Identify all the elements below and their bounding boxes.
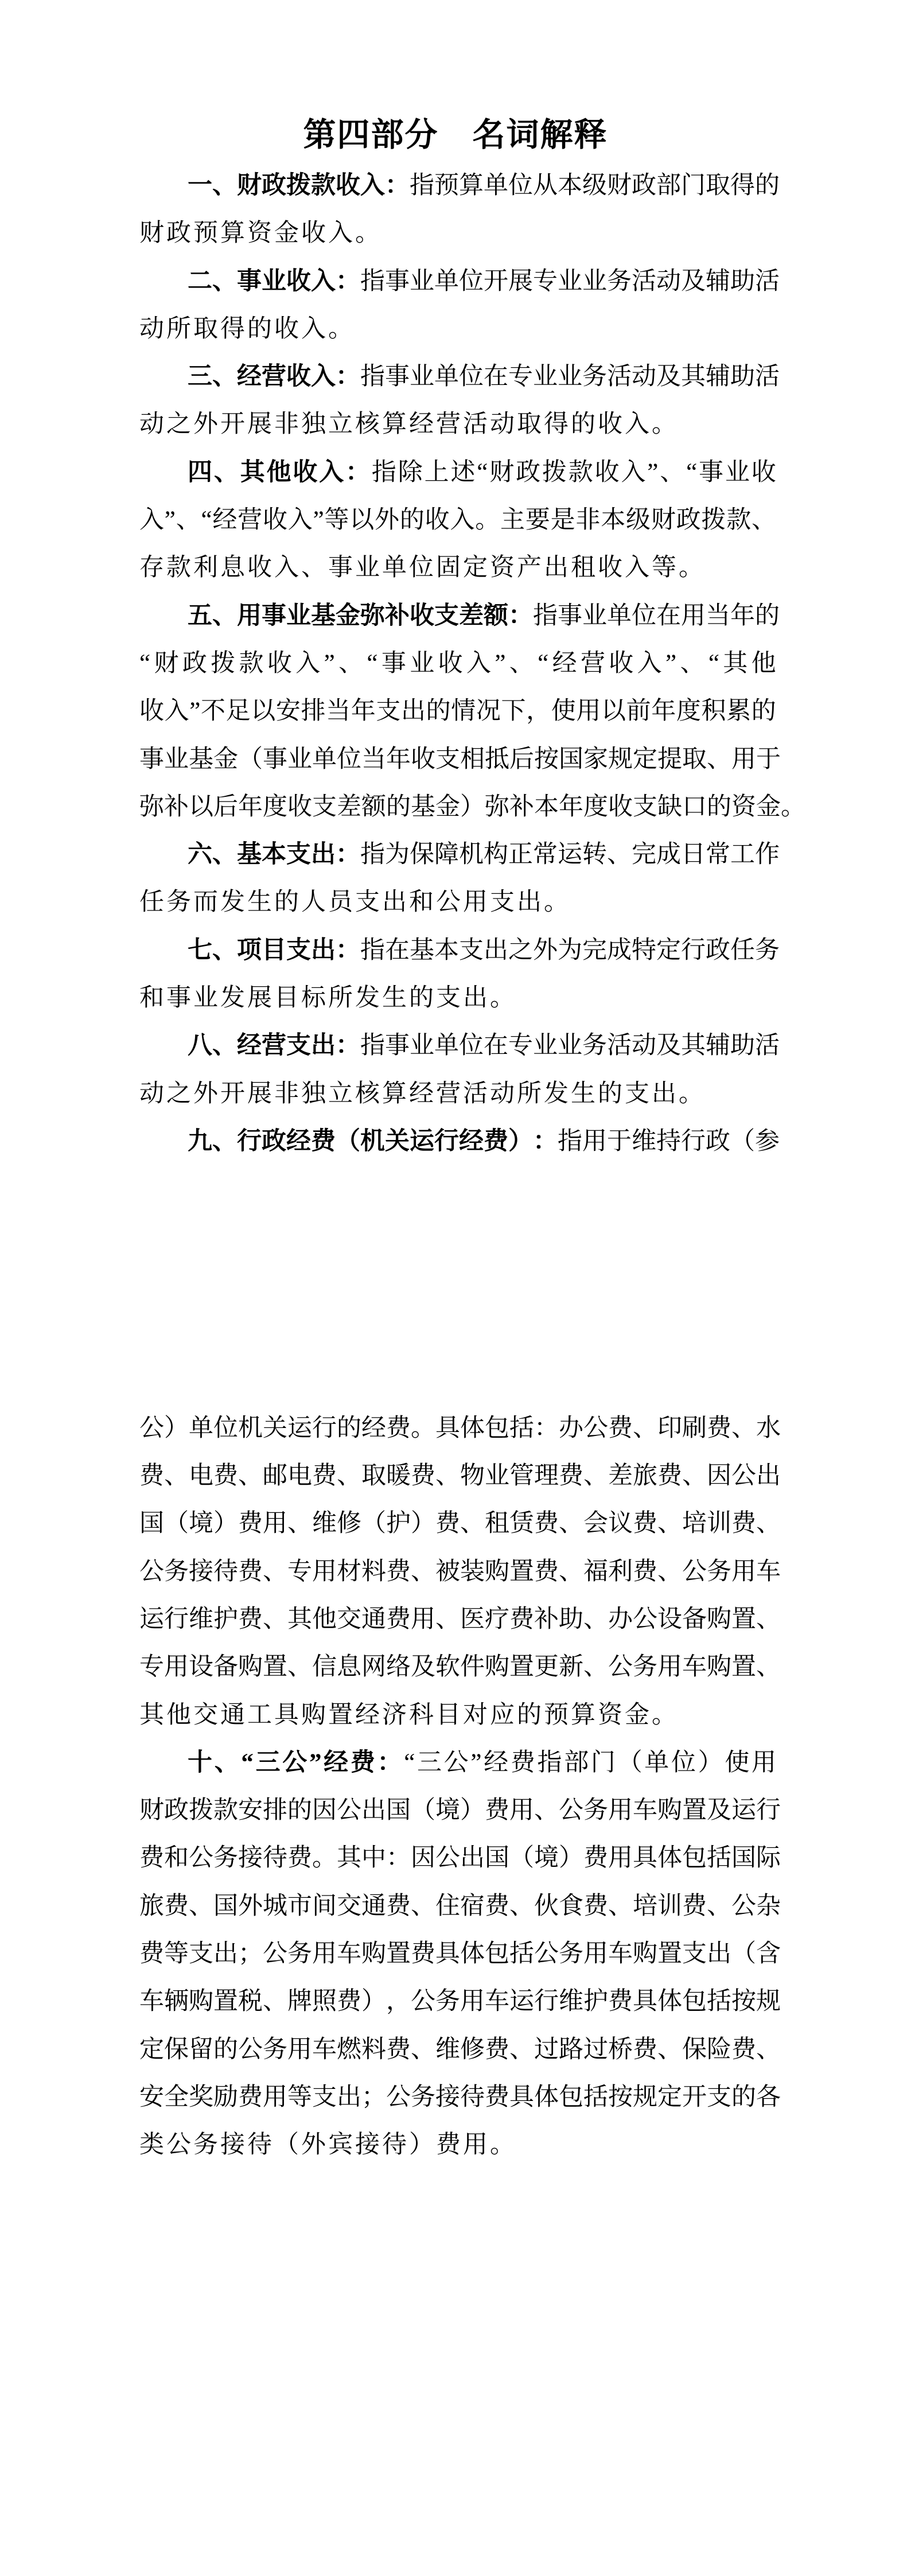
page-title: 第四部分 名词解释 bbox=[303, 116, 608, 153]
text-line: 专 用 设 备 购 置 、 信 息 网 络 及 软 件 购 置 更 新 、 公 务 用 车 购 置 、 bbox=[139, 1653, 781, 1681]
text-line: 国 （ 境 ） 费 用 、 维 修 （ 护 ） 费 、 租 赁 费 、 会 议 费 、 培 训 费 、 bbox=[139, 1510, 781, 1538]
text-line: 旅 费 、 国 外 城 市 间 交 通 费 、 住 宿 费 、 伙 食 费 、 培 训 费 、 公 杂 bbox=[139, 1892, 781, 1920]
text-line: 动之外开展非独立核算经营活动所发生的支出。 bbox=[139, 1080, 706, 1107]
text-line: 二 、 事 业 收 入 ： 指 事 业 单 位 开 展 专 业 业 务 活 动 及 辅 助 活 bbox=[188, 267, 780, 295]
text-line: “ 财 政 拨 款 收 入 ” 、 “ 事 业 收 入 ” 、 “ 经 营 收 入 ” 、 “ 其 他 bbox=[139, 649, 776, 677]
text-line: 类公务接待（外宾接待）费用。 bbox=[139, 2131, 517, 2159]
text-line: 三 、 经 营 收 入 ： 指 事 业 单 位 在 专 业 业 务 活 动 及 其 辅 助 活 bbox=[188, 363, 780, 391]
text-line: 运 行 维 护 费 、 其 他 交 通 费 用 、 医 疗 费 补 助 、 办 公 设 备 购 置 、 bbox=[139, 1605, 781, 1633]
text-line: 五 、 用 事 业 基 金 弥 补 收 支 差 额 ： 指 事 业 单 位 在 用 当 年 的 bbox=[188, 602, 780, 629]
text-line: 八 、 经 营 支 出 ： 指 事 业 单 位 在 专 业 业 务 活 动 及 其 辅 助 活 bbox=[188, 1032, 780, 1060]
text-line: 财 政 拨 款 安 排 的 因 公 出 国 （ 境 ） 费 用 、 公 务 用 车 购 置 及 运 行 bbox=[139, 1797, 781, 1824]
text-line: 车 辆 购 置 税 、 牌 照 费 ） ， 公 务 用 车 运 行 维 护 费 具 体 包 括 按 规 bbox=[139, 1988, 781, 2015]
text-line: 事 业 基 金 （ 事 业 单 位 当 年 收 支 相 抵 后 按 国 家 规 定 提 取 、 用 于 bbox=[139, 745, 781, 773]
page-break-gap bbox=[139, 1165, 776, 1404]
text-line: 入 ” 、 “ 经 营 收 入 ” 等 以 外 的 收 入 。 主 要 是 非 本 级 财 政 拨 款 、 bbox=[139, 507, 776, 534]
text-line: 一 、 财 政 拨 款 收 入 ： 指 预 算 单 位 从 本 级 财 政 部 门 取 得 的 bbox=[188, 172, 780, 199]
document-body bbox=[139, 162, 805, 2169]
text-line: 收 入 ” 不 足 以 安 排 当 年 支 出 的 情 况 下 ， 使 用 以 前 年 度 积 累 的 bbox=[139, 698, 776, 725]
text-line: 公 务 接 待 费 、 专 用 材 料 费 、 被 装 购 置 费 、 福 利 费 、 公 务 用 车 bbox=[139, 1558, 781, 1585]
text-line: 弥 补 以 后 年 度 收 支 差 额 的 基 金 ） 弥 补 本 年 度 收 支 缺 口 的 资 金 。 bbox=[139, 793, 805, 820]
text-line: 定 保 留 的 公 务 用 车 燃 料 费 、 维 修 费 、 过 路 过 桥 费 、 保 险 费 、 bbox=[139, 2036, 781, 2063]
text-line: 九 、 行 政 经 费 （ 机 关 运 行 经 费 ） ： 指 用 于 维 持 行 政 （ 参 bbox=[188, 1127, 780, 1155]
text-line: 费 等 支 出 ； 公 务 用 车 购 置 费 具 体 包 括 公 务 用 车 购 置 支 出 （ 含 bbox=[139, 1940, 781, 1967]
text-line: 和事业发展目标所发生的支出。 bbox=[139, 985, 517, 1012]
text-line: 六 、 基 本 支 出 ： 指 为 保 障 机 构 正 常 运 转 、 完 成 日 常 工 作 bbox=[188, 841, 780, 869]
text-line: 公 ） 单 位 机 关 运 行 的 经 费 。 具 体 包 括 ： 办 公 费 、 印 刷 费 、 水 bbox=[139, 1414, 781, 1442]
text-line: 动所取得的收入。 bbox=[139, 315, 355, 343]
text-line: 安 全 奖 励 费 用 等 支 出 ； 公 务 接 待 费 具 体 包 括 按 规 定 开 支 的 各 bbox=[139, 2083, 781, 2111]
text-line: 费 和 公 务 接 待 费 。 其 中 ： 因 公 出 国 （ 境 ） 费 用 具 体 包 括 国 际 bbox=[139, 1845, 781, 1872]
text-line: 费 、 电 费 、 邮 电 费 、 取 暖 费 、 物 业 管 理 费 、 差 旅 费 、 因 公 出 bbox=[139, 1462, 781, 1490]
text-line: 十 、 “ 三 公 ” 经 费 ： “ 三 公 ” 经 费 指 部 门 （ 单 位 ） 使 用 bbox=[188, 1749, 776, 1776]
text-line: 其他交通工具购置经济科目对应的预算资金。 bbox=[139, 1701, 679, 1729]
text-line: 七 、 项 目 支 出 ： 指 在 基 本 支 出 之 外 为 完 成 特 定 行 政 任 务 bbox=[188, 936, 780, 964]
text-line: 存款利息收入、事业单位固定资产出租收入等。 bbox=[139, 554, 706, 582]
text-line: 任务而发生的人员支出和公用支出。 bbox=[139, 889, 571, 916]
text-line: 四 、 其 他 收 入 ： 指 除 上 述 “ 财 政 拨 款 收 入 ” 、 “ 事 业 收 bbox=[188, 458, 776, 486]
text-line: 动之外开展非独立核算经营活动取得的收入。 bbox=[139, 411, 679, 438]
text-line: 财政预算资金收入。 bbox=[139, 220, 382, 247]
